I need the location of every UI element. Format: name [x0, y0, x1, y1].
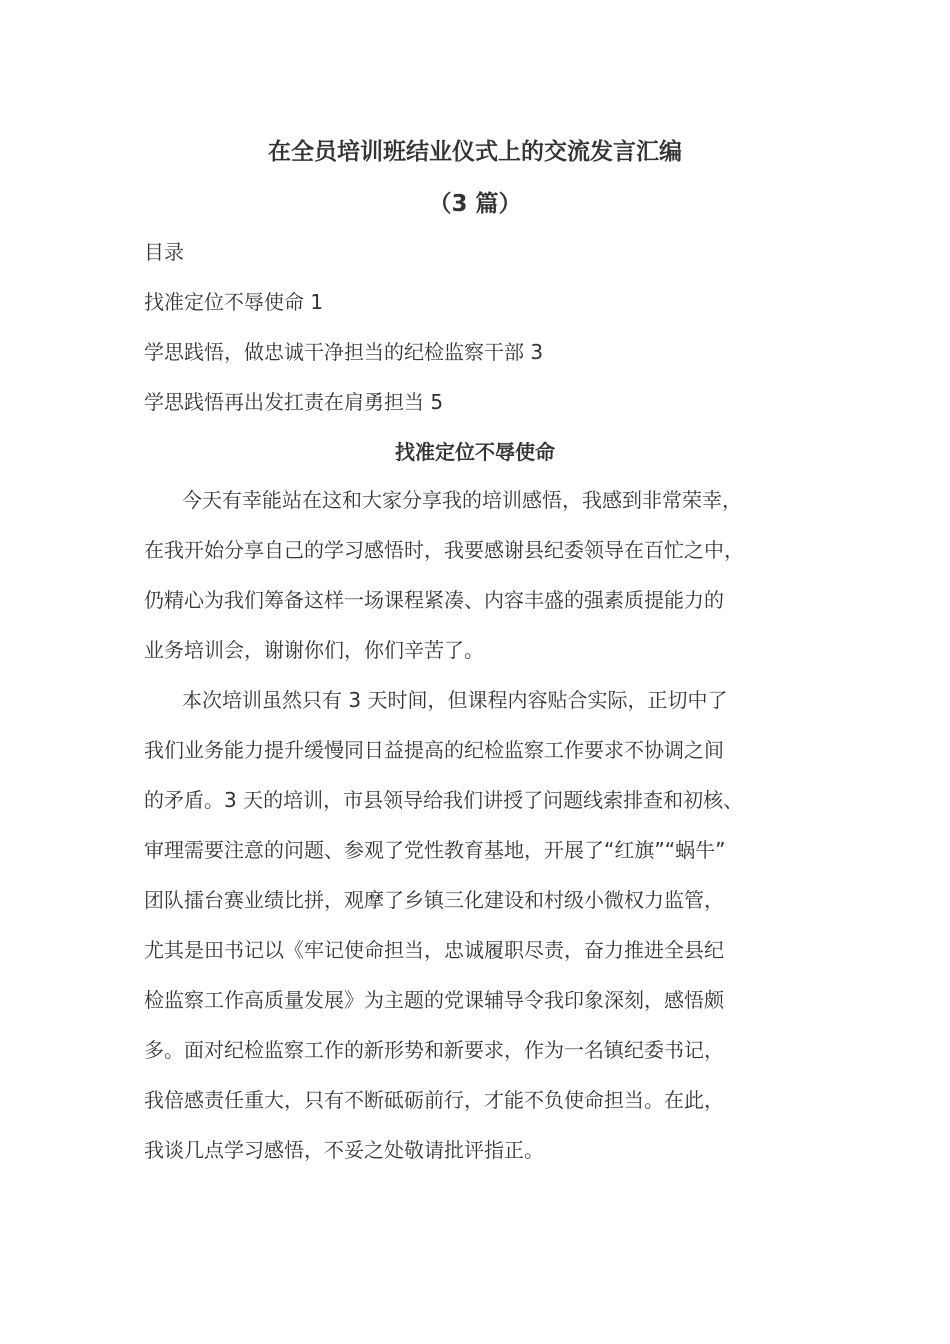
paragraph-2-line: 的矛盾。3 天的培训，市县领导给我们讲授了问题线索排查和初核、 [144, 788, 744, 812]
document-subtitle: （3 篇） [428, 191, 522, 217]
paragraph-2 [144, 675, 814, 1175]
paragraph-2-line: 检监察工作高质量发展》为主题的党课辅导令我印象深刻，感悟颇 [144, 988, 724, 1012]
paragraph-2-line: 尤其是田书记以《牢记使命担当，忠诚履职尽责，奋力推进全县纪 [144, 938, 724, 962]
paragraph-2-line: 我们业务能力提升缓慢同日益提高的纪检监察工作要求不协调之间 [144, 738, 724, 762]
toc-item-3: 学思践悟再出发扛责在肩勇担当 5 [144, 390, 444, 414]
paragraph-1-line: 在我开始分享自己的学习感悟时，我要感谢县纪委领导在百忙之中， [144, 538, 744, 562]
toc-item-1: 找准定位不辱使命 1 [144, 290, 324, 314]
paragraph-2-line: 我谈几点学习感悟，不妥之处敬请批评指正。 [144, 1138, 544, 1162]
paragraph-2-line: 本次培训虽然只有 3 天时间，但课程内容贴合实际，正切中了 [182, 688, 728, 712]
paragraph-1-line: 仍精心为我们筹备这样一场课程紧凑、内容丰盛的强素质提能力的 [144, 588, 724, 612]
document-title: 在全员培训班结业仪式上的交流发言汇编 [268, 139, 682, 165]
paragraph-2-line: 团队擂台赛业绩比拼，观摩了乡镇三化建设和村级小微权力监管， [144, 888, 724, 912]
paragraph-1 [144, 475, 814, 675]
paragraph-1-line: 今天有幸能站在这和大家分享我的培训感悟，我感到非常荣幸， [182, 488, 742, 512]
paragraph-2-line: 多。面对纪检监察工作的新形势和新要求，作为一名镇纪委书记， [144, 1038, 724, 1062]
paragraph-2-line: 我倍感责任重大，只有不断砥砺前行，才能不负使命担当。在此， [144, 1088, 724, 1112]
paragraph-2-line: 审理需要注意的问题、参观了党性教育基地，开展了“红旗”“蜗牛” [144, 838, 726, 862]
toc-item-2: 学思践悟，做忠诚干净担当的纪检监察干部 3 [144, 340, 544, 364]
paragraph-1-line: 业务培训会，谢谢你们，你们辛苦了。 [144, 638, 484, 662]
section-title: 找准定位不辱使命 [395, 440, 555, 464]
toc-heading: 目录 [144, 240, 184, 264]
